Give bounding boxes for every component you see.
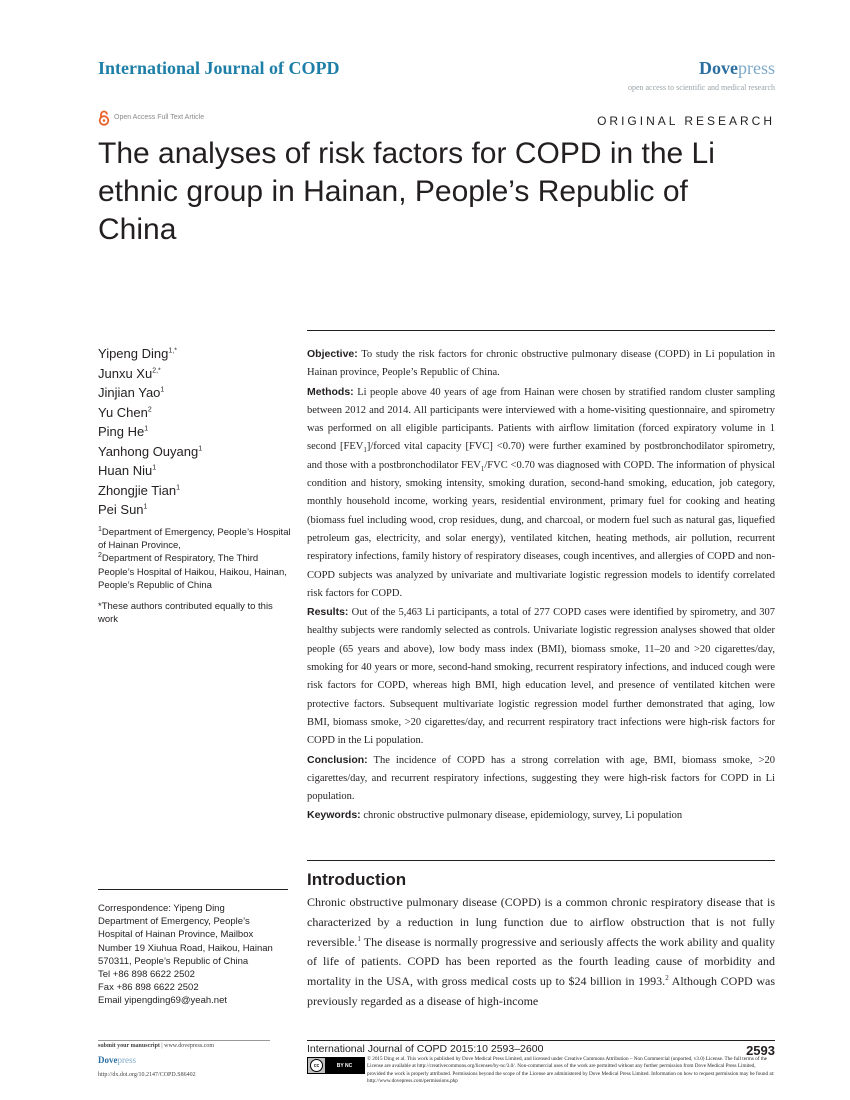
abstract-keywords: Keywords: chronic obstructive pulmonary disease, epidemiology, survey, Li population [307, 809, 683, 822]
article-type: ORIGINAL RESEARCH [597, 114, 775, 128]
author[interactable]: Junxu $Xu^{2,*}$ [98, 365, 161, 381]
equal-contribution-note: *These authors contributed equally to this work [98, 601, 273, 626]
footer-publisher-logo[interactable]: Dovepress [98, 1055, 136, 1065]
correspondence-line: Hospital of Hainan Province, Mailbox [98, 929, 254, 941]
affiliations [98, 526, 293, 592]
abstract-methods: Methods: Li people above 40 years of age from Hainan were chosen by stratified random cluster sampling between 2012 and 2014. All participants were interviewed with a home-visiting questionnaire, and spirometry was performed on all eligible participants. Patients with airflow limitation (forced expiratory volume in 1 second $[FEV_1]$/forced vital capacity [FVC] <0.70) were further examined by postbronchodilator spirometry, and those with a postbronchodilator $FEV_1$/FVC <0.70 was diagnosed with COPD. The information of physical condition and history, smoking intensity, smoking duration, second-hand smoking, education, job category, monthly household income, working years, residential environment, primary fuel for cooking and heating (biomass fuel including wood, crop residues, dung, and charcoal, or modern fuel such as natural gas, liquefied petroleum gas, electricity, and solar energy), ventilated kitchen, heating methods, air pollution, recurrent respiratory infections, family history of respiratory diseases, cough incentives, and allergies of COPD and non-COPD subjects was analyzed by univariate and multivariate logistic regression models to identify correlated risk factors for COPD. [307, 385, 776, 599]
correspondence-line: Number 19 Xiuhua Road, Haikou, Hainan [98, 942, 273, 954]
citation: International Journal of COPD 2015:10 2593–2600 [307, 1043, 544, 1055]
footer-left-rule [98, 1040, 270, 1041]
author[interactable]: Huan Niu$^1$ [98, 463, 157, 478]
abstract-objective: Objective: To study the risk factors for chronic obstructive pulmonary disease (COPD) in Li population in Hainan province, People’s Republic of China. [307, 348, 775, 379]
page-number: 2593 [746, 1043, 775, 1058]
correspondence [98, 902, 293, 1008]
cc-icon: cc [310, 1059, 323, 1072]
correspondence-line: Tel +86 898 6622 2502 [98, 969, 195, 981]
abstract-conclusion: Conclusion: The incidence of COPD has a strong correlation with age, BMI, biomass smoke, >20 cigarettes/day, and recurrent respiratory infections, suggesting they were high-risk factors for COPD in Li population. [307, 753, 776, 803]
correspondence-line: 570311, People’s Republic of China [98, 955, 249, 967]
publisher-logo[interactable] [699, 58, 775, 79]
author[interactable]: Yanhong Ouyang$^1$ [98, 443, 203, 459]
submit-manuscript[interactable]: submit your manuscript | www.dovepress.com [98, 1043, 215, 1049]
author[interactable]: Pei Sun$^1$ [98, 502, 148, 517]
abstract-top-rule [307, 330, 775, 331]
correspondence-line: Correspondence: Yipeng Ding [98, 903, 225, 914]
author-list [98, 344, 202, 520]
correspondence-rule [98, 889, 288, 890]
brand-main: Dove [699, 58, 738, 78]
license-text: © 2015 Ding et al. This work is published by Dove Medical Press Limited, and licensed under Creative Commons Attribution – Non Commercial (unported, v3.0) License. The full terms of the License are available at http://creativecommons.org/licenses/by-nc/3.0/. Non-commercial uses of the work are permitted without any further permission from Dove Medical Press Limited, provided the work is properly attributed. Permissions beyond the scope of the License are administered by Dove Medical Press Limited. Information on how to request permission may be found at: http://www.dovepress.com/permissions.php [367, 1056, 775, 1085]
abstract [307, 345, 775, 826]
reference-link[interactable]: 2 [665, 974, 669, 983]
brand-suffix: press [738, 58, 775, 78]
publisher-tagline: open access to scientific and medical research [627, 83, 775, 92]
author[interactable]: Zhongjie Tian$^1$ [98, 482, 180, 498]
introduction-body: Chronic obstructive pulmonary disease (COPD) is a common chronic respiratory disease that is characterized by a reduction in lung function due to airflow obstruction that is not fully reversible.$^1$ The disease is normally progressive and seriously affects the work ability and quality of life of patients. COPD has been reported as the fourth leading cause of morbidity and mortality in the USA, with gross medical costs up to $24 billion in 1993.$^2$ Although COPD was previously regarded as a disease of high-income [307, 895, 775, 1008]
author[interactable]: Yu Chen$^2$ [98, 404, 152, 420]
open-access-lock-icon [97, 110, 111, 126]
open-access-label: Open Access Full Text Article [114, 114, 205, 121]
correspondence-line: Department of Emergency, People’s [98, 916, 250, 928]
correspondence-line: Fax +86 898 6622 2502 [98, 982, 199, 994]
creative-commons-badge[interactable] [307, 1057, 365, 1074]
introduction-heading: Introduction [307, 870, 407, 889]
affiliation: $^2$Department of Respiratory, The Third People’s Hospital of Haikou, Haikou, Hainan, People’s Republic of China [98, 552, 287, 591]
author[interactable]: Ping He$^1$ [98, 424, 149, 439]
abstract-results: Results: Out of the 5,463 Li participants, a total of 277 COPD cases were identified by spirometry, and 307 healthy subjects were randomly selected as controls. Univariate logistic regression analyses showed that older people (65 years and above), low body mass index (BMI), biomass smoke, 11–20 and >20 cigarettes/day, smoking for 40 years or more, second-hand smoking, recurrent respiratory infections, and induced cough were risk factors for COPD, whereas high BMI, high education level, and presence of ventilated kitchen were protective factors. Subsequent multivariate logistic regression model further demonstrated that aging, low BMI, biomass smoke, >20 cigarettes/day, and recurrent respiratory tract infections were high-risk factors for COPD in the Li population. [307, 606, 776, 747]
article-title: The analyses of risk factors for COPD in the Li ethnic group in Hainan, People’s Republic of China [98, 137, 715, 246]
abstract-bottom-rule [307, 860, 775, 861]
doi-link[interactable]: http://dx.doi.org/10.2147/COPD.S86402 [98, 1072, 196, 1078]
correspondence-email[interactable]: Email yipengding69@yeah.net [98, 995, 228, 1007]
author[interactable]: Jinjian Yao$^1$ [98, 385, 165, 400]
author[interactable]: Yipeng Ding$^{1,*}$ [98, 346, 177, 361]
journal-name[interactable]: International Journal of COPD [98, 58, 340, 78]
by-nc-label: BY NC [325, 1058, 364, 1073]
footer-right-rule [307, 1040, 775, 1041]
reference-link[interactable]: 1 [357, 934, 361, 943]
affiliation: $^1$Department of Emergency, People’s Hospital of Hainan Province, [98, 525, 291, 552]
submit-url[interactable]: www.dovepress.com [164, 1043, 215, 1049]
